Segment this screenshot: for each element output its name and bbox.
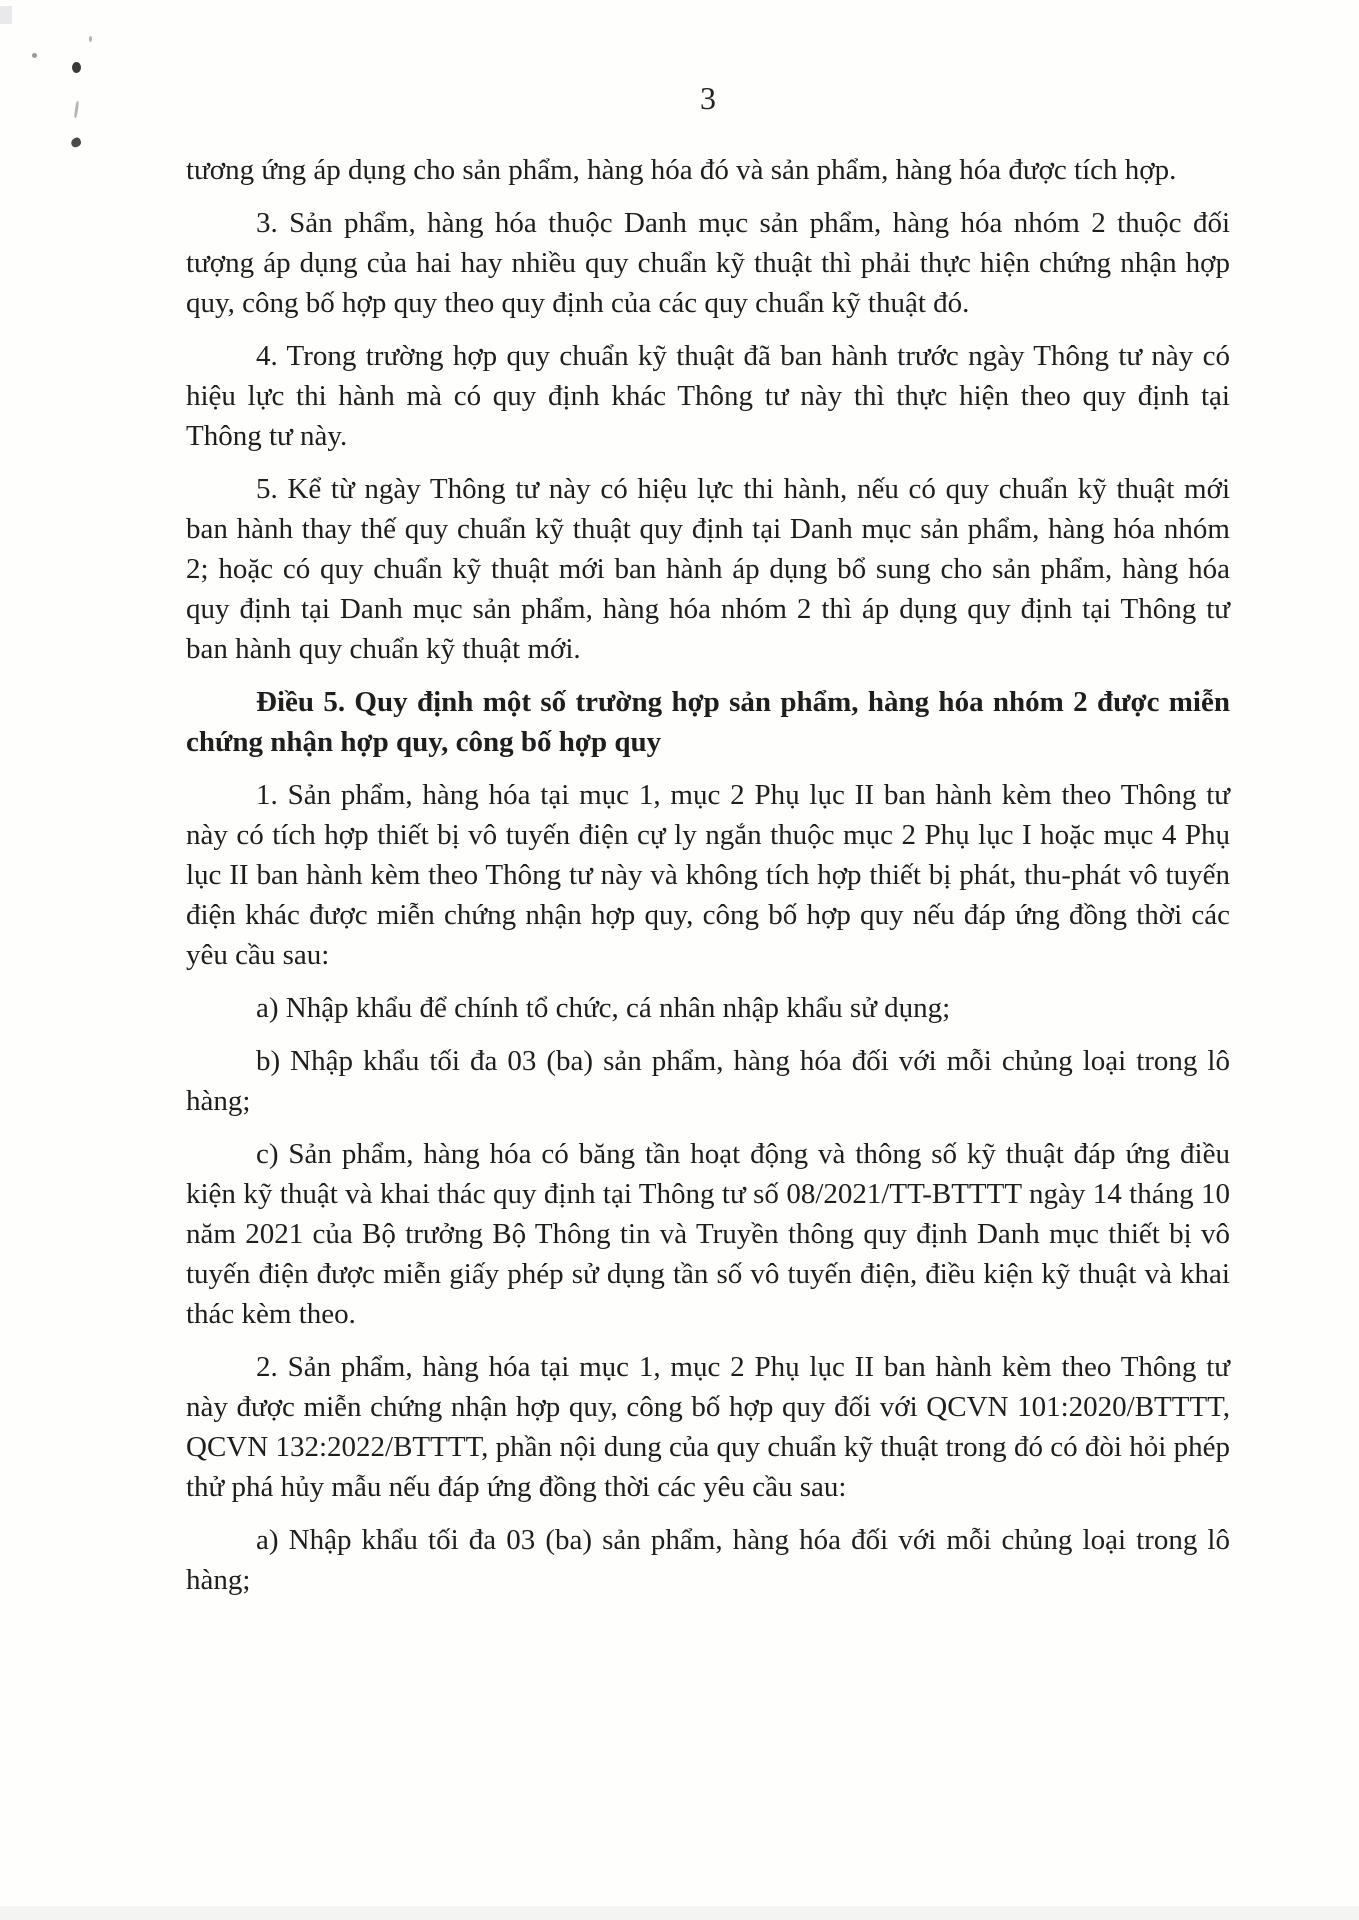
paragraph-clause-2-point-a: a) Nhập khẩu tối đa 03 (ba) sản phẩm, hàng hóa đối với mỗi chủng loại trong lô hàng; [186,1524,1230,1596]
article-5-heading: Điều 5. Quy định một số trường hợp sản phẩm, hàng hóa nhóm 2 được miễn chứng nhận hợp quy, công bố hợp quy [186,686,1230,758]
paragraph-clause-4: 4. Trong trường hợp quy chuẩn kỹ thuật đã ban hành trước ngày Thông tư này có hiệu lực thi hành mà có quy định khác Thông tư này thì thực hiện theo quy định tại Thông tư này. [186,340,1230,452]
document-body [186,150,1230,1613]
ink-speck [72,62,81,73]
paragraph-clause-3: 3. Sản phẩm, hàng hóa thuộc Danh mục sản phẩm, hàng hóa nhóm 2 thuộc đối tượng áp dụng của hai hay nhiều quy chuẩn kỹ thuật thì phải thực hiện chứng nhận hợp quy, công bố hợp quy theo quy định của các quy chuẩn kỹ thuật đó. [186,207,1230,319]
paragraph-point-b: b) Nhập khẩu tối đa 03 (ba) sản phẩm, hàng hóa đối với mỗi chủng loại trong lô hàng; [186,1045,1230,1117]
paragraph-point-c: c) Sản phẩm, hàng hóa có băng tần hoạt động và thông số kỹ thuật đáp ứng điều kiện kỹ thuật và khai thác quy định tại Thông tư số 08/2021/TT-BTTTT ngày 14 tháng 10 năm 2021 của Bộ trưởng Bộ Thông tin và Truyền thông quy định Danh mục thiết bị vô tuyến điện được miễn giấy phép sử dụng tần số vô tuyến điện, điều kiện kỹ thuật và khai thác kèm theo. [186,1138,1230,1330]
scan-bottom-edge [0,1906,1359,1920]
scan-corner-mark [0,6,12,24]
ink-speck [74,101,79,118]
paragraph-clause-5: 5. Kể từ ngày Thông tư này có hiệu lực thi hành, nếu có quy chuẩn kỹ thuật mới ban hành thay thế quy chuẩn kỹ thuật quy định tại Danh mục sản phẩm, hàng hóa nhóm 2; hoặc có quy chuẩn kỹ thuật mới ban hành áp dụng bổ sung cho sản phẩm, hàng hóa quy định tại Danh mục sản phẩm, hàng hóa nhóm 2 thì áp dụng quy định tại Thông tư ban hành quy chuẩn kỹ thuật mới. [186,473,1230,665]
ink-speck [89,36,92,42]
paragraph-clause-2: 2. Sản phẩm, hàng hóa tại mục 1, mục 2 Phụ lục II ban hành kèm theo Thông tư này được miễn chứng nhận hợp quy, công bố hợp quy đối với QCVN 101:2020/BTTTT, QCVN 132:2022/BTTTT, phần nội dung của quy chuẩn kỹ thuật trong đó có đòi hỏi phép thử phá hủy mẫu nếu đáp ứng đồng thời các yêu cầu sau: [186,1351,1230,1503]
paragraph-point-a: a) Nhập khẩu để chính tổ chức, cá nhân nhập khẩu sử dụng; [256,992,951,1024]
page-number: 3 [700,80,716,116]
ink-speck [32,53,37,58]
paragraph-clause-1: 1. Sản phẩm, hàng hóa tại mục 1, mục 2 Phụ lục II ban hành kèm theo Thông tư này có tích hợp thiết bị vô tuyến điện cự ly ngắn thuộc mục 2 Phụ lục I hoặc mục 4 Phụ lục II ban hành kèm theo Thông tư này và không tích hợp thiết bị phát, thu-phát vô tuyến điện khác được miễn chứng nhận hợp quy, công bố hợp quy nếu đáp ứng đồng thời các yêu cầu sau: [186,779,1230,971]
ink-speck [70,136,83,148]
paragraph-continuation: tương ứng áp dụng cho sản phẩm, hàng hóa đó và sản phẩm, hàng hóa được tích hợp. [186,154,1177,186]
